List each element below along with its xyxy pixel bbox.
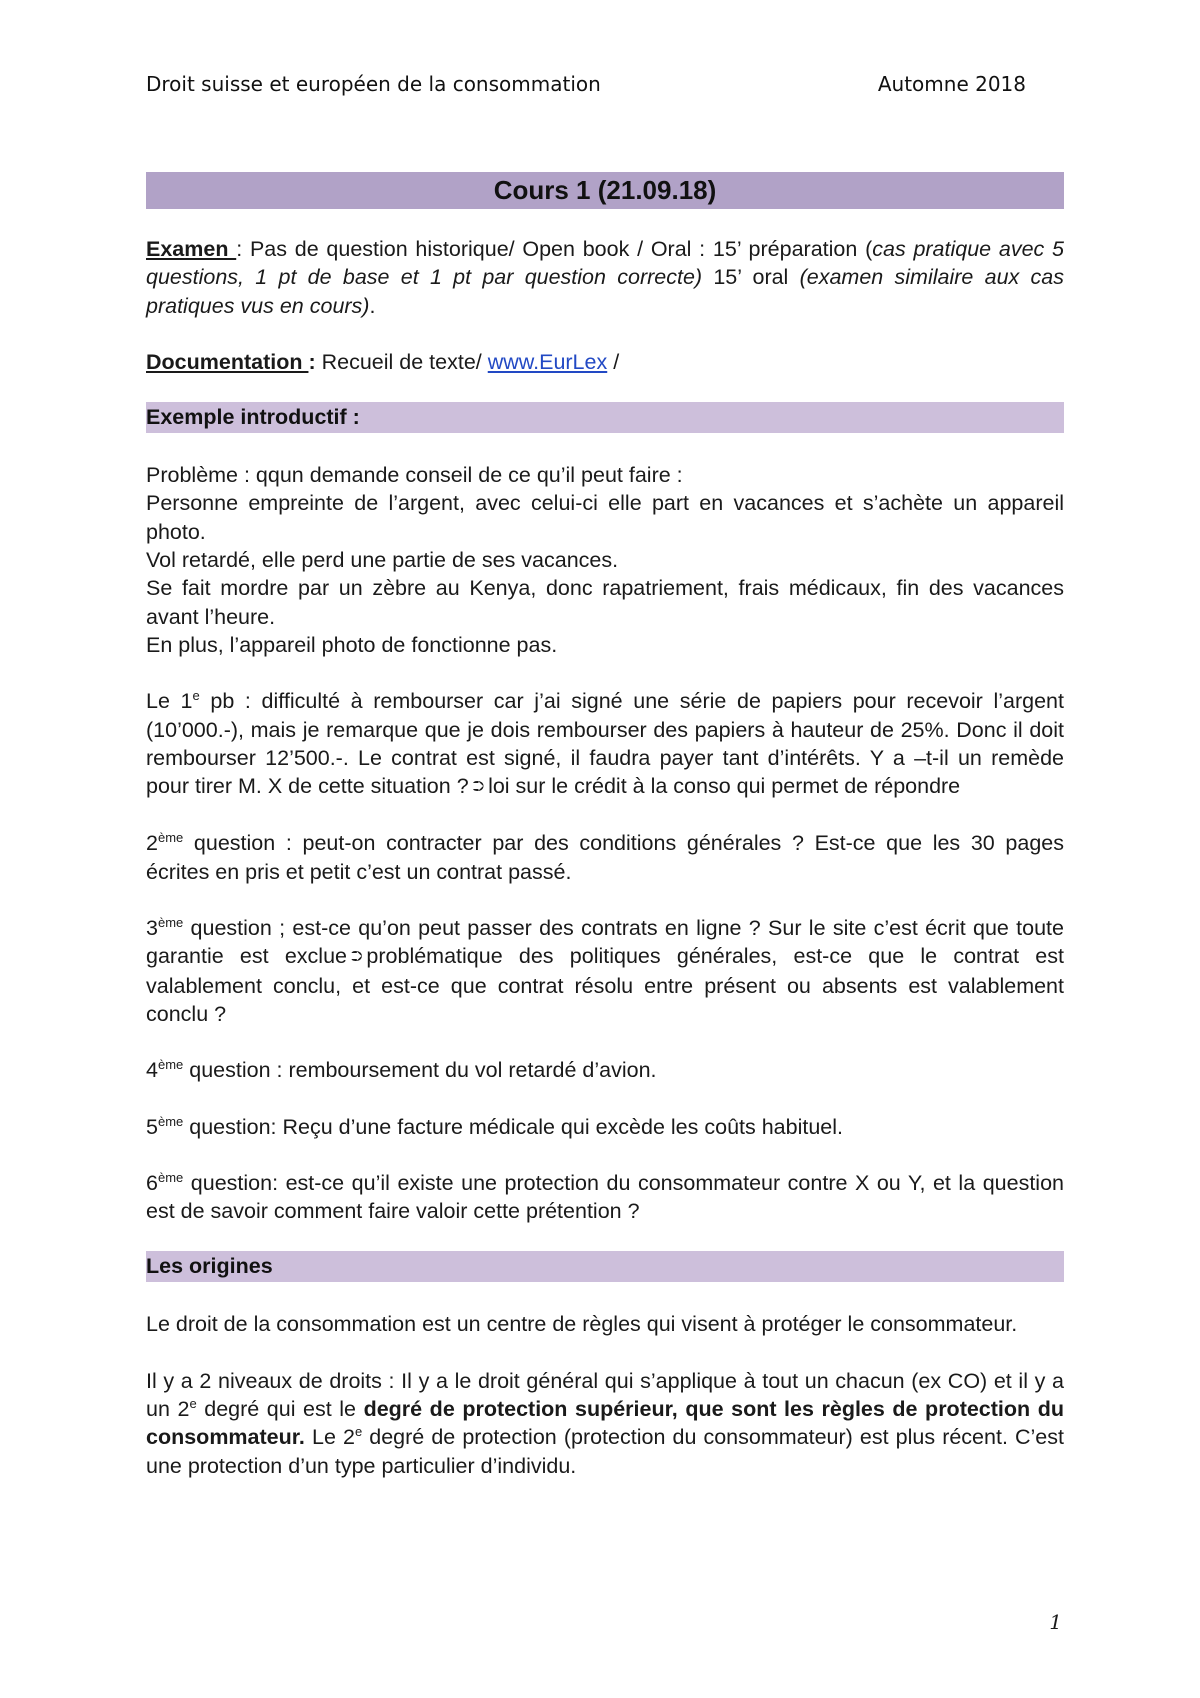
origins-paragraph-2	[146, 1367, 1064, 1480]
q2-text: question : peut-on contracter par des conditions générales ? Est-ce que les 30 pages écrites en pris et petit c’est un contrat passé.	[146, 831, 1064, 884]
term-label: Automne 2018	[877, 72, 1026, 96]
examen-paragraph	[146, 235, 1064, 320]
question-4	[146, 1056, 1064, 1084]
section-heading-intro	[146, 402, 1064, 433]
origins-p2-bold: degré de protection supérieur, que sont les règles de protection du consommateur.	[146, 1397, 1064, 1450]
examen-label: Examen	[146, 237, 237, 261]
intro-line: En plus, l’appareil photo de fonctionne pas.	[146, 632, 558, 657]
origins-p2-sup2: e	[354, 1424, 363, 1440]
course-title: Droit suisse et européen de la consommation	[146, 72, 601, 96]
q6-num: 6	[146, 1170, 158, 1195]
intro-line: Problème : qqun demande conseil de ce qu’il peut faire :	[146, 463, 683, 488]
question-5	[146, 1113, 1064, 1141]
intro-line: Vol retardé, elle perd une partie de ses vacances.	[146, 548, 619, 573]
intro-line: Personne empreinte de l’argent, avec celui-ci elle part en vacances et s’achète un appareil photo.	[146, 491, 1064, 544]
q6-text: question: est-ce qu’il existe une protection du consommateur contre X ou Y, et la question est de savoir comment faire valoir cette prétention ?	[146, 1170, 1064, 1224]
q6-sup: ème	[157, 1169, 184, 1185]
origins-p2-d: degré de protection (protection du consommateur) est plus récent. C’est une protection d’un type particulier d’individu.	[146, 1425, 1064, 1478]
page-content	[146, 172, 1064, 1480]
q3-num: 3	[146, 916, 158, 941]
examen-italic-2: (examen similaire aux cas pratiques vus en cours)	[146, 265, 1065, 318]
q5-sup: ème	[157, 1113, 184, 1129]
page-number: 1	[1049, 1610, 1062, 1634]
documentation-colon: :	[308, 349, 316, 374]
origins-p2-a: Il y a 2 niveaux de droits : Il y a le droit général qui s’applique à tout un chacun (ex CO) et il y a un 2	[146, 1368, 1064, 1422]
q1-sup: e	[192, 688, 200, 704]
q1-after: loi sur le crédit à la conso qui permet de répondre	[488, 774, 961, 799]
running-header	[146, 72, 1026, 96]
arrow-icon: ⮊	[351, 948, 363, 966]
origins-p2-c: Le 2	[304, 1425, 355, 1450]
section-heading-intro-text: Exemple introductif :	[146, 405, 360, 430]
q1-text: pb : difficulté à rembourser car j’ai signé une série de papiers pour recevoir l’argent (10’000.-), mais je remarque que je dois rembourser des papiers à hauteur de 25%. Donc il doit rembourser 12’500.-. Le contrat est signé, il faudra payer tant d’intérêts. Y a –t-il un remède pour tirer M. X de cette situation ?	[146, 689, 1064, 799]
documentation-after: /	[607, 349, 620, 374]
q3-after: problématique des politiques générales, est-ce que le contrat est valablement conclu, et est-ce que contrat résolu entre présent ou absents est valablement conclu ?	[146, 944, 1064, 1026]
q2-num: 2	[146, 831, 158, 856]
documentation-paragraph	[146, 348, 1064, 376]
documentation-text: Recueil de texte/	[315, 349, 488, 374]
eurlex-link[interactable]: www.EurLex	[487, 349, 608, 374]
examen-end: .	[369, 293, 376, 318]
examen-italic: cas pratique avec 5 questions, 1 pt de base et 1 pt par question correcte)	[146, 237, 1065, 290]
documentation-label: Documentation	[146, 349, 309, 374]
lecture-title: Cours 1 (21.09.18)	[493, 175, 717, 205]
q2-sup: ème	[157, 830, 184, 846]
question-3	[146, 914, 1064, 1028]
question-1	[146, 687, 1064, 801]
q4-num: 4	[146, 1058, 158, 1083]
origins-paragraph-1: Le droit de la consommation est un centre de règles qui visent à protéger le consommateur.	[146, 1312, 1018, 1337]
q1-pre: Le 1	[146, 689, 193, 714]
q3-text: question ; est-ce qu’on peut passer des contrats en ligne ? Sur le site c’est écrit que toute garantie est exclue	[146, 916, 1064, 969]
q3-sup: ème	[157, 914, 184, 930]
examen-mid: 15’ oral	[702, 265, 800, 290]
q5-num: 5	[146, 1114, 158, 1139]
section-heading-origins-text: Les origines	[146, 1254, 273, 1279]
lecture-title-bar	[146, 172, 1064, 209]
intro-line: Se fait mordre par un zèbre au Kenya, donc rapatriement, frais médicaux, fin des vacances avant l’heure.	[146, 576, 1064, 629]
origins-p2-b: degré qui est le	[196, 1397, 364, 1422]
question-2	[146, 829, 1064, 886]
examen-text: : Pas de question historique/ Open book / Oral : 15’ préparation (	[236, 237, 873, 261]
origins-p2-sup1: e	[189, 1395, 197, 1411]
q4-text: question : remboursement du vol retardé d’avion.	[183, 1058, 657, 1083]
arrow-icon: ⮊	[472, 778, 485, 796]
q5-text: question: Reçu d’une facture médicale qui excède les coûts habituel.	[183, 1114, 844, 1139]
question-6	[146, 1169, 1064, 1226]
section-heading-origins	[146, 1251, 1064, 1282]
q4-sup: ème	[157, 1057, 184, 1073]
